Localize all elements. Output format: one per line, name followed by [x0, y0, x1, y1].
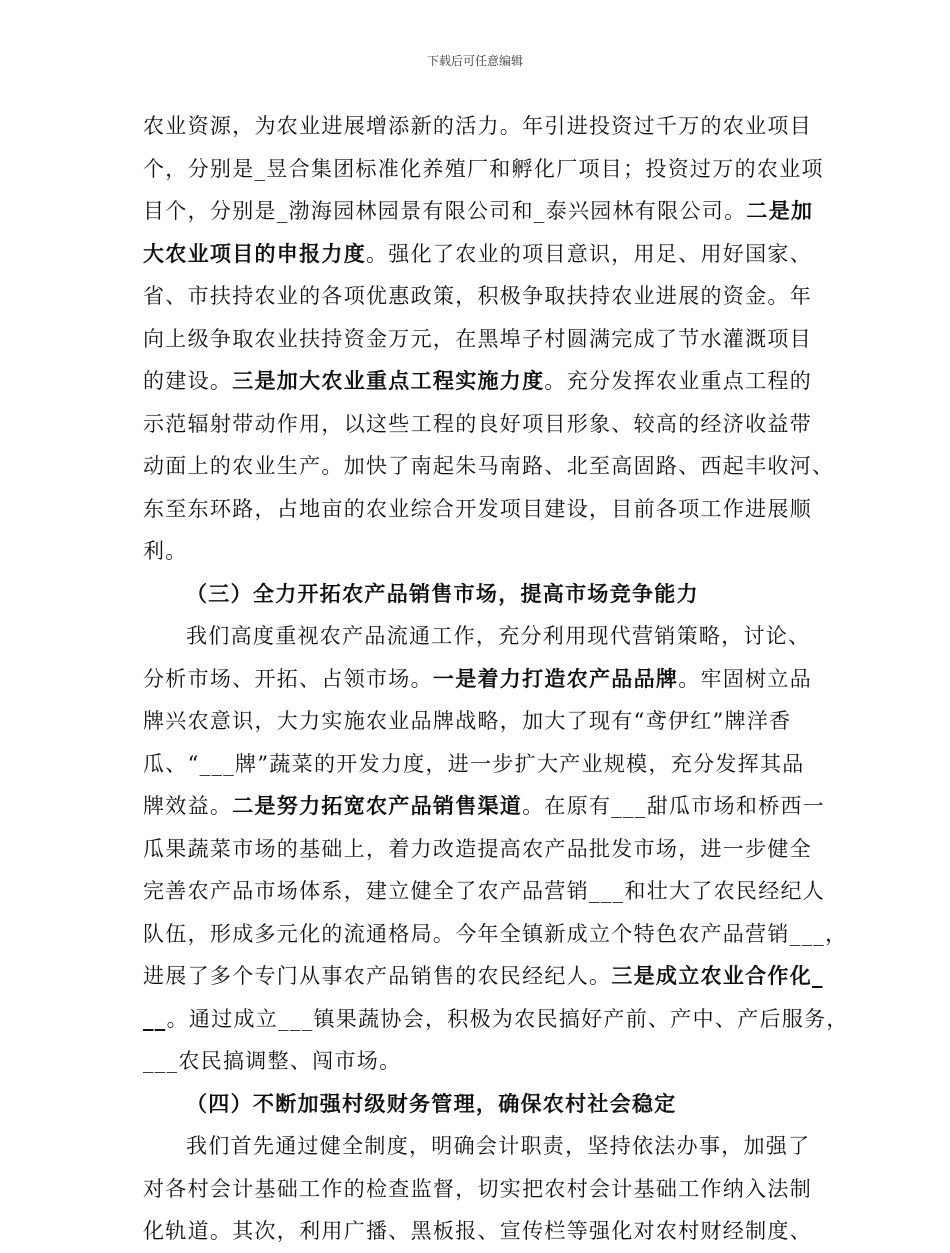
text-line: 完善农产品市场体系，建立健全了农产品营销___和壮大了农民经纪人: [143, 879, 826, 903]
text-line: 对各村会计基础工作的检查监督，切实把农村会计基础工作纳入法制: [143, 1176, 812, 1201]
text-line: 个，分别是_昱合集团标准化养殖厂和孵化厂项目；投资过万的农业项: [143, 156, 824, 181]
text-line: 省、市扶持农业的各项优惠政策，积极争取扶持农业进展的资金。年: [143, 284, 812, 308]
text-line: 我们高度重视农产品流通工作，充分利用现代营销策略，讨论、: [186, 624, 811, 648]
text-line: __。通过成立___镇果蔬协会，积极为农民搞好产前、产中、产后服务，: [143, 1005, 849, 1031]
text-line: 利。: [143, 539, 188, 563]
text-line: ___农民搞调整、闯市场。: [143, 1049, 402, 1073]
text-line: 瓜、“___牌”蔬菜的开发力度，进一步扩大产业规模，充分发挥其品: [143, 751, 805, 776]
text-line: 示范辐射带动作用，以这些工程的良好项目形象、较高的经济收益带: [143, 411, 812, 436]
page-header-note: 下载后可任意编辑: [426, 54, 523, 68]
text-line: 化轨道。其次，利用广播、黑板报、宣传栏等强化对农村财经制度、: [143, 1219, 812, 1243]
text-line: 进展了多个专门从事农产品销售的农民经纪人。三是成立农业合作化_: [143, 963, 824, 988]
text-line: 队伍，形成多元化的流通格局。今年全镇新成立个特色农产品营销___，: [143, 921, 848, 946]
text-line: 的建设。三是加大农业重点工程实施力度。充分发挥农业重点工程的: [143, 368, 813, 393]
text-line: 向上级争取农业扶持资金万元，在黑埠子村圆满完成了节水灌溉项目: [143, 326, 812, 351]
text-line: 牌效益。二是努力拓宽农产品销售渠道。在原有___甜瓜市场和桥西一: [143, 793, 826, 818]
text-line: 大农业项目的申报力度。强化了农业的项目意识，用足、用好国家、: [143, 240, 812, 266]
text-line: 我们首先通过健全制度，明确会计职责，坚持依法办事，加强了: [186, 1134, 811, 1158]
text-line: 东至东环路，占地亩的农业综合开发项目建设，目前各项工作进展顺: [143, 496, 812, 521]
section-heading: （四）不断加强村级财务管理，确保农村社会稳定: [186, 1090, 677, 1116]
text-line: 瓜果蔬菜市场的基础上，着力改造提高农产品批发市场，进一步健全: [143, 836, 812, 861]
text-line: 分析市场、开拓、占领市场。一是着力打造农产品品牌。牢固树立品: [143, 665, 813, 691]
section-heading: （三）全力开拓农产品销售市场，提高市场竞争能力: [186, 580, 699, 606]
text-line: 目个，分别是_渤海园林园景有限公司和_泰兴园林有限公司。二是加: [143, 198, 814, 223]
text-line: 农业资源，为农业进展增添新的活力。年引进投资过千万的农业项目: [143, 114, 812, 138]
text-line: 牌兴农意识，大力实施农业品牌战略，加大了现有“鸢伊红”牌洋香: [143, 709, 792, 733]
document-body: [143, 105, 849, 1253]
text-line: 动面上的农业生产。加快了南起朱马南路、北至高固路、西起丰收河、: [143, 454, 835, 478]
